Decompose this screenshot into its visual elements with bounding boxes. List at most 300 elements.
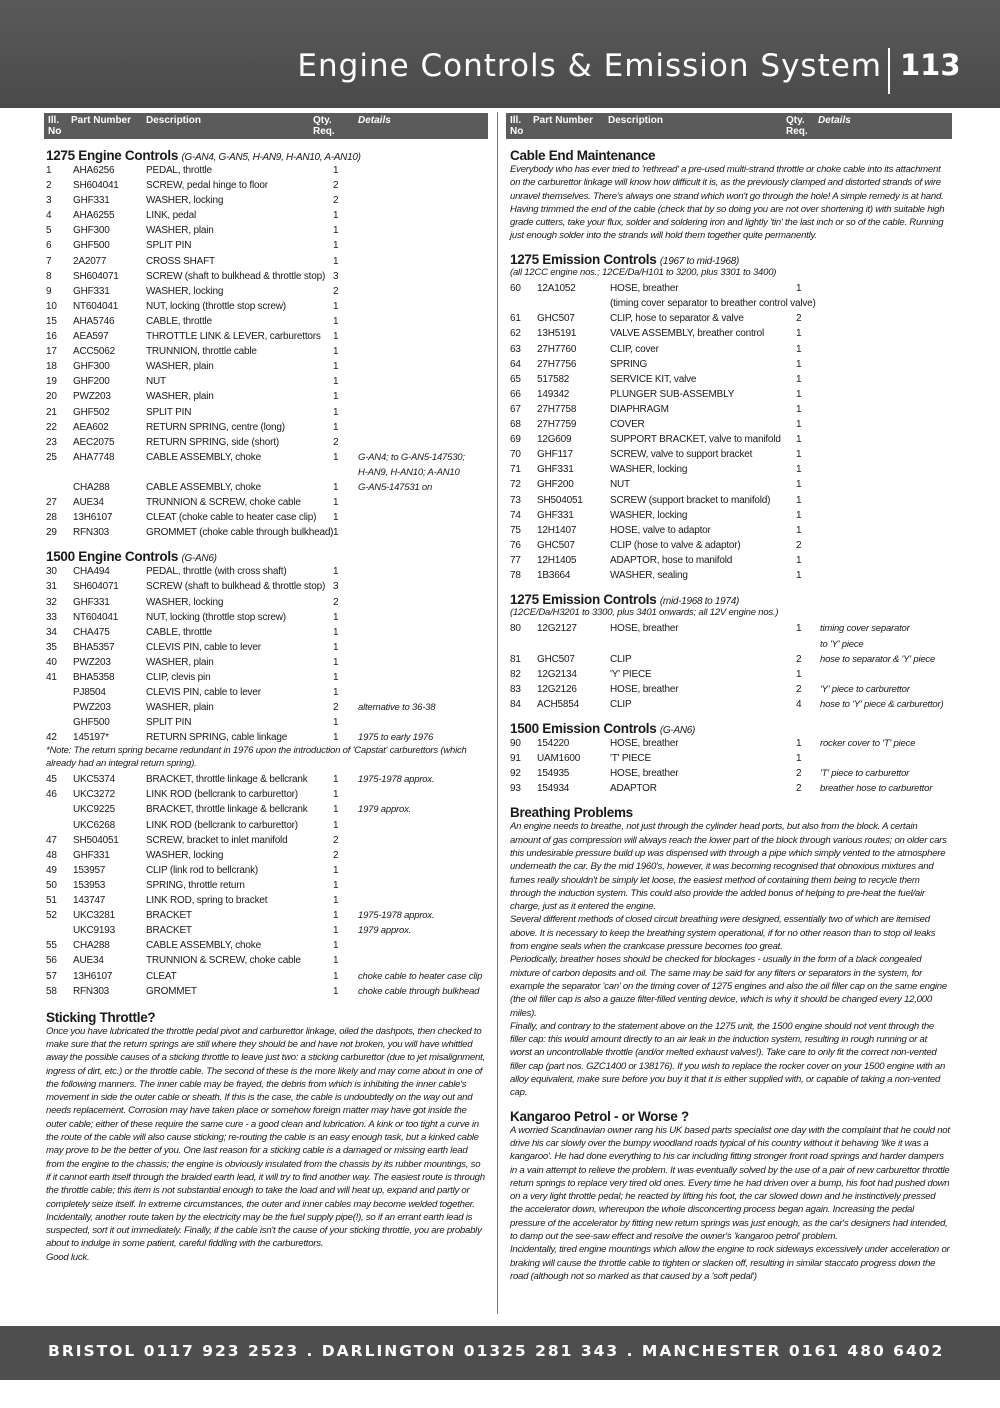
cell-quantity: 1 [333, 895, 339, 907]
cell-ill-number: 78 [510, 569, 521, 581]
col-no: No [48, 126, 62, 137]
cell-description: BRACKET [146, 910, 192, 922]
cell-quantity: 1 [796, 509, 802, 521]
page-title: Engine Controls & Emission System [297, 48, 882, 84]
cell-details: 'Y' piece to carburettor [820, 683, 910, 695]
cell-part-number: CHA288 [73, 940, 110, 952]
cell-part-number: SH604041 [73, 180, 119, 192]
table-row [510, 751, 950, 766]
cell-description: ADAPTOR, hose to manifold [610, 554, 733, 566]
cell-part-number: UAM1600 [537, 753, 581, 765]
cell-details: hose to separator & 'Y' piece [820, 653, 936, 665]
table-row [46, 193, 486, 208]
table-row [46, 564, 486, 579]
table-row [46, 730, 486, 745]
body-paragraph: Several different methods of closed circuit breathing were designed, essentially two of which are itemised above. It is necessary to keep the breathing system operational, if for no other reason than to stop oil leaks from engine seals when the crankcase pressure becomes too great. [510, 914, 936, 953]
cell-part-number: 149342 [537, 388, 570, 400]
cell-quantity: 2 [796, 313, 802, 325]
table-row [46, 655, 486, 670]
cell-ill-number: 51 [46, 895, 57, 907]
cell-ill-number: 92 [510, 768, 521, 780]
table-row [46, 314, 486, 329]
cell-part-number: GHC507 [537, 653, 575, 665]
cell-part-number: AUE34 [73, 497, 104, 509]
cell-description: WASHER, locking [146, 285, 224, 297]
cell-ill-number: 65 [510, 373, 521, 385]
cell-ill-number: 8 [46, 270, 52, 282]
cell-quantity: 1 [333, 406, 339, 418]
cell-details: 1979 approx. [358, 925, 412, 937]
cell-ill-number: 27 [46, 497, 57, 509]
cell-description: RETURN SPRING, side (short) [146, 436, 279, 448]
cell-quantity: 2 [796, 683, 802, 695]
cell-description: SPRING, throttle return [146, 879, 245, 891]
cell-ill-number: 10 [46, 300, 57, 312]
cell-description: WASHER, locking [146, 596, 224, 608]
cell-part-number: BHA5357 [73, 641, 115, 653]
cell-description: 'Y' PIECE [610, 668, 652, 680]
cell-part-number: 517582 [537, 373, 570, 385]
cell-part-number: AHA6256 [73, 165, 115, 176]
cell-part-number: 154220 [537, 738, 570, 750]
cell-description: SPLIT PIN [146, 717, 192, 729]
cell-part-number: 1B3664 [537, 569, 571, 581]
cell-quantity: 1 [333, 940, 339, 952]
cell-part-number: 143747 [73, 895, 106, 907]
cell-ill-number: 19 [46, 376, 57, 388]
table-note: *Note: The return spring became redundant in 1976 upon the introduction of 'Capstat' carburettors (which already had an integral return spring). [46, 745, 467, 769]
table-row [46, 863, 486, 878]
cell-description: CLEVIS PIN, cable to lever [146, 641, 261, 653]
cell-part-number: AHA6255 [73, 210, 115, 222]
cell-description: NUT [146, 376, 166, 388]
cell-quantity: 1 [333, 481, 339, 493]
cell-ill-number: 46 [46, 789, 57, 801]
cell-part-number: 12A1052 [537, 283, 576, 295]
cell-quantity: 1 [796, 668, 802, 680]
cell-description: TRUNNION & SCREW, choke cable [146, 497, 301, 509]
cell-part-number: ACC5062 [73, 346, 115, 358]
table-row [510, 417, 950, 432]
table-row [510, 462, 950, 477]
table-row [510, 652, 950, 667]
section-heading: 1275 Emission Controls (mid-1968 to 1974) [510, 592, 739, 608]
col-part: Part Number [533, 115, 594, 126]
cell-quantity: 1 [333, 240, 339, 252]
cell-description: SPRING [610, 358, 648, 370]
cell-description: SUPPORT BRACKET, valve to manifold [610, 434, 781, 446]
cell-description: SPLIT PIN [146, 240, 192, 252]
cell-part-number: 27H7756 [537, 358, 577, 370]
cell-part-number: GHF200 [73, 376, 110, 388]
sign-off: Good luck. [46, 1251, 90, 1263]
cell-description: SCREW, bracket to inlet manifold [146, 834, 288, 846]
cell-ill-number: 84 [510, 698, 521, 710]
cell-description: GROMMET [146, 985, 197, 997]
cell-quantity: 2 [333, 180, 339, 192]
cell-part-number: CHA494 [73, 566, 110, 578]
cell-quantity: 1 [333, 985, 339, 997]
cell-description: RETURN SPRING, cable linkage [146, 732, 288, 744]
col-req: Req. [313, 126, 335, 137]
cell-part-number: UKC3272 [73, 789, 115, 801]
cell-part-number: AHA5746 [73, 315, 115, 327]
table-row [46, 685, 486, 700]
cell-part-number: BHA5358 [73, 672, 115, 683]
cell-part-number: GHF200 [537, 479, 574, 491]
table-row [46, 208, 486, 223]
table-row [510, 523, 950, 538]
cell-ill-number: 67 [510, 403, 521, 415]
cell-description: WASHER, plain [146, 361, 214, 373]
cell-ill-number: 22 [46, 421, 57, 433]
cell-quantity: 1 [796, 464, 802, 476]
cell-ill-number: 66 [510, 388, 521, 400]
column-header-right [506, 113, 952, 139]
table-row [510, 447, 950, 462]
cell-quantity: 1 [796, 343, 802, 355]
cell-quantity: 3 [333, 581, 339, 593]
cell-part-number: 12G2134 [537, 668, 577, 680]
cell-ill-number: 7 [46, 255, 52, 267]
cell-part-number: 27H7759 [537, 419, 577, 431]
cell-description: WASHER, plain [146, 702, 214, 714]
cell-ill-number: 6 [46, 240, 52, 252]
cell-description: CABLE ASSEMBLY, choke [146, 451, 261, 463]
cell-part-number: GHF500 [73, 240, 110, 252]
cell-ill-number: 69 [510, 434, 521, 446]
section-heading: 1275 Emission Controls (1967 to mid-1968) [510, 251, 739, 267]
section-heading: Kangaroo Petrol - or Worse ? [510, 1108, 689, 1124]
page-footer [0, 1326, 1000, 1380]
cell-part-number: ACH5854 [537, 698, 579, 710]
cell-quantity: 2 [333, 834, 339, 846]
cell-quantity: 1 [333, 451, 339, 463]
cell-quantity: 1 [333, 819, 339, 831]
cell-quantity: 1 [333, 346, 339, 358]
table-row [510, 553, 950, 568]
table-row [46, 938, 486, 953]
cell-quantity: 1 [333, 656, 339, 668]
cell-quantity: 1 [796, 554, 802, 566]
table-row [46, 923, 486, 938]
cell-description: CLIP [610, 698, 632, 710]
cell-description: SCREW, valve to support bracket [610, 449, 753, 461]
cell-ill-number: 52 [46, 910, 57, 922]
cell-ill-number: 2 [46, 180, 52, 192]
cell-part-number: UKC9225 [73, 804, 115, 816]
table-row [46, 510, 486, 525]
table-row [46, 284, 486, 299]
cell-quantity: 1 [333, 641, 339, 653]
cell-part-number: 2A2077 [73, 255, 107, 267]
cell-ill-number: 68 [510, 419, 521, 431]
cell-quantity: 1 [333, 804, 339, 816]
table-row [46, 579, 486, 594]
cell-ill-number: 73 [510, 494, 521, 506]
cell-part-number: GHF502 [73, 406, 110, 418]
cell-description: NUT [610, 479, 630, 491]
table-row [46, 700, 486, 715]
table-row [46, 772, 486, 787]
table-row [510, 281, 950, 296]
body-paragraph: Finally, and contrary to the statement above on the 1275 unit, the 1500 engine should not vent through the filler cap: this would amount directly to an air leak in the induction system, resulting in rough running or at worst an uncontrollable throttle (and/or melted exhaust valves!). Take care to only fit the correct non-vented filler cap (part nos. GZC1400 or 138176). If you wish to replace the rocker cover on your 1500 engine with an alloy equivalent, make sure before you buy it that it is either supplied with, or capable of taking a non-vented cap. [510, 1020, 946, 1099]
table-row [510, 387, 950, 402]
cell-quantity: 3 [333, 270, 339, 282]
table-row [46, 878, 486, 893]
section-heading: 1275 Engine Controls (G-AN4, G-AN5, H-AN9, H-AN10, A-AN10) [46, 148, 361, 163]
cell-description: WASHER, locking [146, 849, 224, 861]
cell-description: NUT, locking (throttle stop screw) [146, 300, 286, 312]
table-row [46, 359, 486, 374]
parts-table [510, 281, 950, 583]
table-row [510, 357, 950, 372]
cell-description: CABLE ASSEMBLY, choke [146, 940, 261, 952]
table-row [46, 450, 486, 465]
cell-part-number: AUE34 [73, 955, 104, 967]
parts-table [46, 163, 486, 540]
cell-quantity: 1 [333, 864, 339, 876]
cell-quantity: 1 [333, 672, 339, 683]
section-note: (all 12CC engine nos.; 12CE/Da/H101 to 3200, plus 3301 to 3400) [510, 266, 777, 278]
cell-quantity: 1 [796, 623, 802, 635]
cell-part-number: GHF331 [73, 596, 110, 608]
table-row [510, 372, 950, 387]
cell-part-number: 154934 [537, 783, 570, 795]
cell-ill-number: 76 [510, 539, 521, 551]
cell-ill-number: 33 [46, 611, 57, 623]
cell-quantity: 2 [796, 768, 802, 780]
cell-quantity: 1 [333, 497, 339, 509]
cell-quantity: 1 [333, 566, 339, 578]
cell-details: G-AN5-147531 on [358, 481, 433, 493]
table-row [510, 781, 950, 796]
table-row [510, 432, 950, 447]
cell-details: choke cable through bulkhead [358, 985, 480, 997]
cell-ill-number: 16 [46, 331, 57, 343]
section-heading: 1500 Engine Controls (G-AN6) [46, 549, 217, 565]
table-row [510, 766, 950, 781]
cell-description: SCREW (shaft to bulkhead & throttle stop) [146, 270, 326, 282]
cell-part-number: PWZ203 [73, 656, 111, 668]
cell-ill-number: 21 [46, 406, 57, 418]
table-row [46, 163, 486, 178]
parts-table [46, 564, 486, 745]
table-row [46, 625, 486, 640]
cell-description: CROSS SHAFT [146, 255, 215, 267]
cell-description: CLIP (hose to valve & adaptor) [610, 539, 741, 551]
cell-part-number: RFN303 [73, 527, 110, 539]
table-row [510, 477, 950, 492]
cell-description: CLEVIS PIN, cable to lever [146, 687, 261, 699]
cell-quantity: 1 [796, 388, 802, 400]
table-row [510, 736, 950, 751]
table-row [46, 893, 486, 908]
cell-quantity: 2 [333, 436, 339, 448]
cell-description: WASHER, sealing [610, 569, 688, 581]
cell-quantity: 1 [796, 358, 802, 370]
cell-part-number: AEC2075 [73, 436, 115, 448]
cell-part-number: GHC507 [537, 539, 575, 551]
cell-quantity: 1 [333, 970, 339, 982]
cell-description: SCREW, pedal hinge to floor [146, 180, 268, 192]
table-row [510, 538, 950, 553]
cell-ill-number: 57 [46, 970, 57, 982]
cell-description: CLIP, cover [610, 343, 659, 355]
cell-description: HOSE, breather [610, 738, 679, 750]
table-row [46, 787, 486, 802]
cell-part-number: UKC6268 [73, 819, 115, 831]
cell-part-number: GHF331 [537, 464, 574, 476]
table-row [46, 595, 486, 610]
body-paragraph: Incidentally, tired engine mountings which allow the engine to rock sideways excessively under acceleration or braking will cause the throttle cable to tighten or slacken off, resulting in similar staccato progress down the road (although not so marked as that caused by a 'soft pedal') [510, 1244, 950, 1282]
cell-part-number: 12G609 [537, 434, 572, 446]
parts-table [510, 736, 950, 796]
cell-description: WASHER, plain [146, 391, 214, 403]
cell-part-number: 12H1405 [537, 554, 577, 566]
cell-ill-number: 9 [46, 285, 52, 297]
cell-ill-number: 1 [46, 165, 52, 176]
table-row [46, 269, 486, 284]
cell-part-number: GHF500 [73, 717, 110, 729]
table-row [46, 238, 486, 253]
cell-ill-number: 56 [46, 955, 57, 967]
cell-quantity: 2 [796, 539, 802, 551]
cell-ill-number: 4 [46, 210, 52, 222]
cell-ill-number: 91 [510, 753, 521, 765]
cell-part-number: CHA475 [73, 626, 110, 638]
table-row [46, 670, 486, 685]
cell-description: TRUNNION, throttle cable [146, 346, 257, 358]
cell-description: WASHER, plain [146, 656, 214, 668]
cell-quantity: 1 [333, 512, 339, 524]
cell-quantity: 1 [796, 524, 802, 536]
cell-quantity: 1 [333, 421, 339, 433]
cell-description: TRUNNION & SCREW, choke cable [146, 955, 301, 967]
cell-ill-number: 47 [46, 834, 57, 846]
cell-ill-number: 61 [510, 313, 521, 325]
table-row [510, 568, 950, 583]
table-row [46, 435, 486, 450]
cell-details: 1979 approx. [358, 804, 412, 816]
cell-description: HOSE, valve to adaptor [610, 524, 711, 536]
cell-quantity: 1 [796, 373, 802, 385]
cell-part-number: 145197* [73, 732, 109, 744]
table-row [510, 296, 950, 311]
cell-ill-number: 40 [46, 656, 57, 668]
section-heading: Breathing Problems [510, 805, 633, 821]
cell-part-number: CHA288 [73, 481, 110, 493]
cell-description: CLIP, clevis pin [146, 672, 211, 683]
cell-quantity: 2 [333, 195, 339, 207]
col-qty: Qty. [313, 115, 332, 126]
table-row [46, 908, 486, 923]
cell-details: to 'Y' piece [820, 638, 864, 650]
cell-description: LINK ROD (bellcrank to carburettor) [146, 789, 298, 801]
cell-part-number: 13H6107 [73, 970, 113, 982]
cell-part-number: NT604041 [73, 300, 119, 312]
cell-quantity: 1 [796, 738, 802, 750]
cell-part-number: UKC3281 [73, 910, 115, 922]
cell-ill-number: 23 [46, 436, 57, 448]
cell-quantity: 1 [796, 419, 802, 431]
cell-quantity: 2 [796, 653, 802, 665]
cell-ill-number: 71 [510, 464, 521, 476]
cell-part-number: UKC9193 [73, 925, 115, 937]
cell-part-number: 12G2126 [537, 683, 577, 695]
cell-quantity: 1 [333, 391, 339, 403]
cell-part-number: PWZ203 [73, 391, 111, 403]
col-ill: Ill. [48, 115, 60, 126]
cell-ill-number: 25 [46, 451, 57, 463]
cell-part-number: AHA7748 [73, 451, 115, 463]
table-row [510, 621, 950, 636]
cell-description: WASHER, plain [146, 225, 214, 237]
table-row [510, 311, 950, 326]
cell-quantity: 1 [333, 774, 339, 786]
cell-ill-number: 15 [46, 315, 57, 327]
cell-description: SCREW (shaft to bulkhead & throttle stop) [146, 581, 326, 593]
cell-quantity: 1 [333, 789, 339, 801]
col-details: Details [818, 115, 851, 126]
cell-quantity: 1 [796, 753, 802, 765]
cell-ill-number: 45 [46, 774, 57, 786]
table-row [46, 344, 486, 359]
cell-ill-number: 80 [510, 623, 521, 635]
cell-ill-number: 81 [510, 653, 521, 665]
cell-part-number: GHC507 [537, 313, 575, 325]
cell-quantity: 1 [796, 328, 802, 340]
cell-quantity: 1 [333, 300, 339, 312]
cell-description: LINK ROD (bellcrank to carburettor) [146, 819, 298, 831]
cell-quantity: 1 [333, 687, 339, 699]
cell-ill-number: 60 [510, 283, 521, 295]
cell-description: PEDAL, throttle [146, 165, 212, 176]
table-row [510, 402, 950, 417]
cell-quantity: 1 [333, 361, 339, 373]
col-part: Part Number [71, 115, 132, 126]
cell-description: CLEAT (choke cable to heater case clip) [146, 512, 317, 524]
table-row [46, 610, 486, 625]
cell-description: CLIP, hose to separator & valve [610, 313, 744, 325]
table-row [46, 329, 486, 344]
cell-description: WASHER, locking [146, 195, 224, 207]
cell-ill-number: 35 [46, 641, 57, 653]
col-ill: Ill. [510, 115, 522, 126]
cell-ill-number: 64 [510, 358, 521, 370]
cell-part-number: GHF331 [537, 509, 574, 521]
table-row [46, 389, 486, 404]
table-row [510, 508, 950, 523]
cell-part-number: RFN303 [73, 985, 110, 997]
cell-ill-number: 90 [510, 738, 521, 750]
cell-quantity: 1 [796, 479, 802, 491]
cell-details: 1975 to early 1976 [358, 732, 434, 744]
table-row [510, 667, 950, 682]
cell-quantity: 2 [333, 285, 339, 297]
cell-part-number: NT604041 [73, 611, 119, 623]
cell-description: LINK, pedal [146, 210, 197, 222]
cell-part-number: GHF117 [537, 449, 573, 461]
table-row [46, 405, 486, 420]
parts-table [510, 621, 950, 712]
cell-ill-number: 29 [46, 527, 57, 539]
cell-details: 1975-1978 approx. [358, 910, 435, 922]
table-row [46, 480, 486, 495]
cell-quantity: 1 [333, 165, 339, 176]
cell-part-number: 12G2127 [537, 623, 577, 635]
cell-quantity: 1 [333, 255, 339, 267]
